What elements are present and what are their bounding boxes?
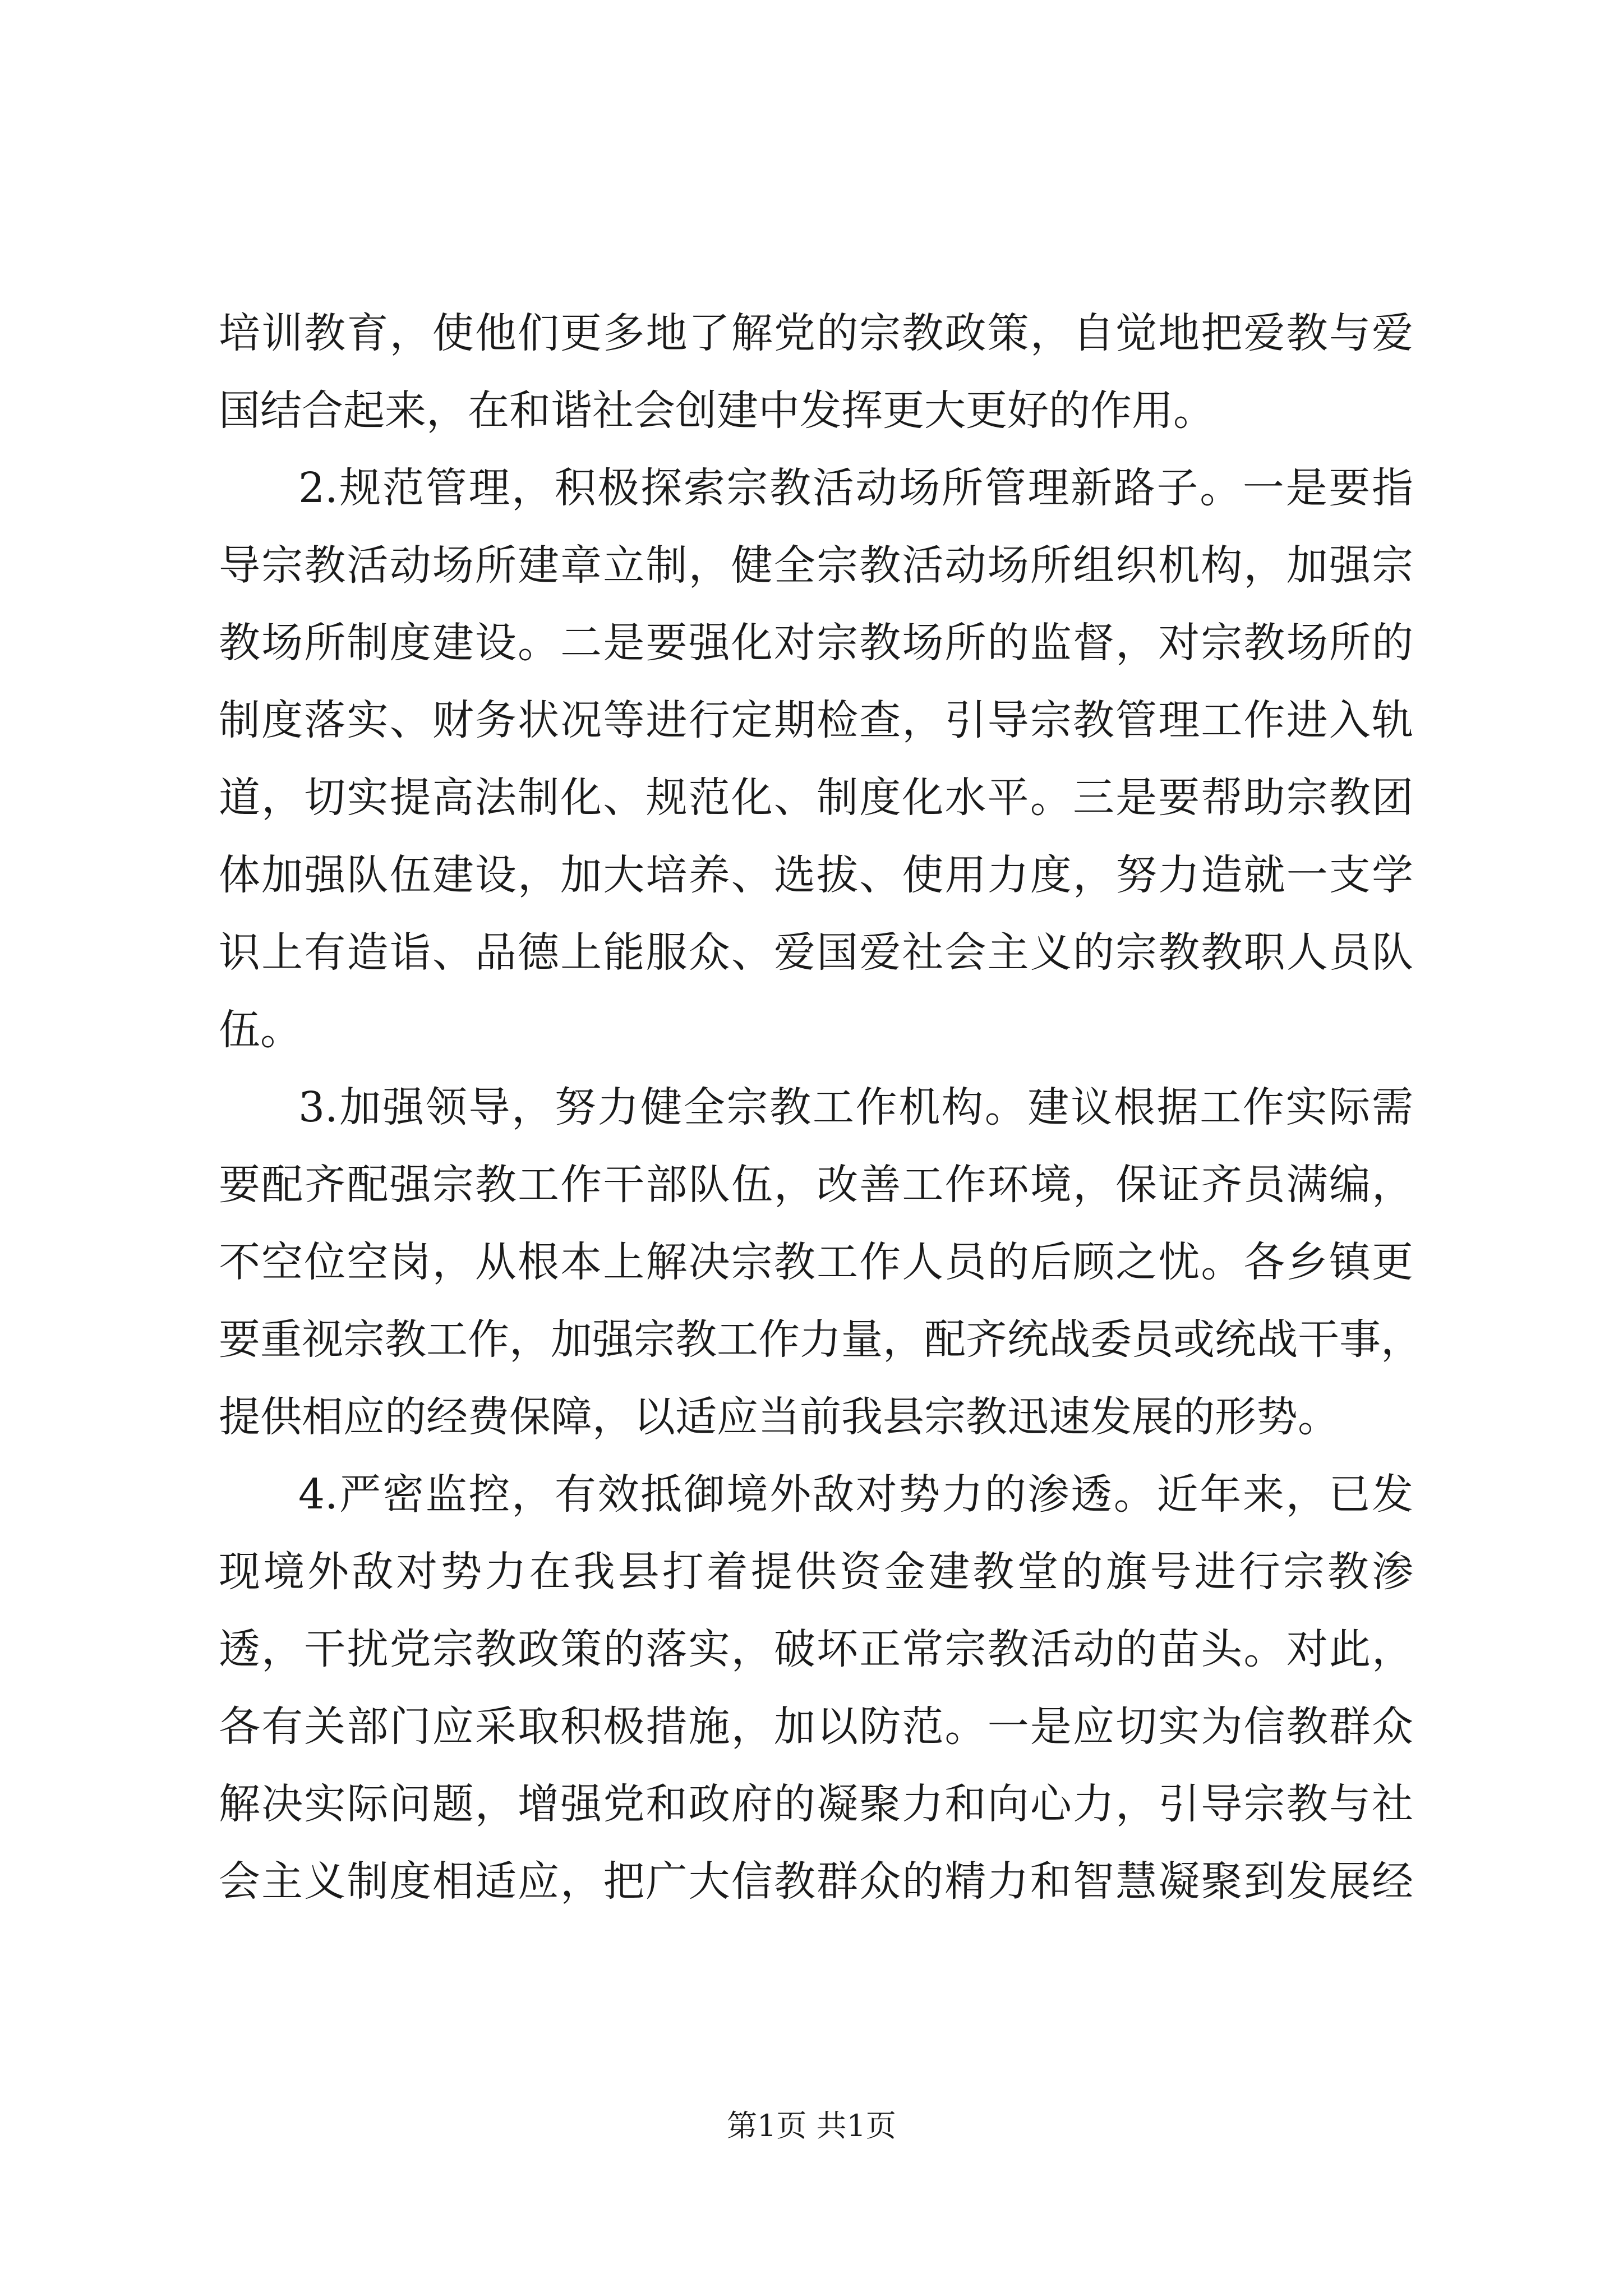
text-line: 现境外敌对势力在我县打着提供资金建教堂的旗号进行宗教渗	[219, 1548, 1413, 1596]
text-line: 透，干扰党宗教政策的落实，破坏正常宗教活动的苗头。对此，	[219, 1625, 1413, 1673]
paragraph-2-start: 2.规范管理，积极探索宗教活动场所管理新路子。一是要指	[298, 464, 1413, 512]
text-line: 会主义制度相适应，把广大信教群众的精力和智慧凝聚到发展经	[219, 1857, 1413, 1906]
text-line: 教场所制度建设。二是要强化对宗教场所的监督，对宗教场所的	[219, 619, 1413, 667]
paragraph-3-start: 3.加强领导，努力健全宗教工作机构。建议根据工作实际需	[298, 1083, 1413, 1131]
document-body	[219, 295, 1422, 1920]
text-line: 识上有造诣、品德上能服众、爱国爱社会主义的宗教教职人员队	[219, 928, 1413, 977]
text-line: 导宗教活动场所建章立制，健全宗教活动场所组织机构，加强宗	[219, 541, 1413, 590]
text-line: 国结合起来，在和谐社会创建中发挥更大更好的作用。	[219, 386, 1215, 435]
text-line: 解决实际问题，增强党和政府的凝聚力和向心力，引导宗教与社	[219, 1780, 1413, 1828]
text-line: 要配齐配强宗教工作干部队伍，改善工作环境，保证齐员满编，	[219, 1161, 1413, 1209]
text-line: 要重视宗教工作，加强宗教工作力量，配齐统战委员或统战干事，	[219, 1315, 1422, 1364]
text-line: 体加强队伍建设，加大培养、选拔、使用力度，努力造就一支学	[219, 851, 1413, 899]
page-number-footer: 第1页 共1页	[727, 2108, 896, 2143]
text-line: 不空位空岗，从根本上解决宗教工作人员的后顾之忧。各乡镇更	[219, 1238, 1413, 1286]
text-line: 各有关部门应采取积极措施，加以防范。一是应切实为信教群众	[219, 1703, 1413, 1751]
text-line: 道，切实提高法制化、规范化、制度化水平。三是要帮助宗教团	[219, 774, 1413, 822]
paragraph-4-start: 4.严密监控，有效抵御境外敌对势力的渗透。近年来，已发	[298, 1470, 1413, 1519]
text-line: 提供相应的经费保障，以适应当前我县宗教迅速发展的形势。	[219, 1393, 1339, 1441]
text-line: 伍。	[219, 1006, 302, 1054]
text-line: 制度落实、财务状况等进行定期检查，引导宗教管理工作进入轨	[219, 696, 1413, 744]
text-line: 培训教育，使他们更多地了解党的宗教政策，自觉地把爱教与爱	[219, 309, 1413, 357]
